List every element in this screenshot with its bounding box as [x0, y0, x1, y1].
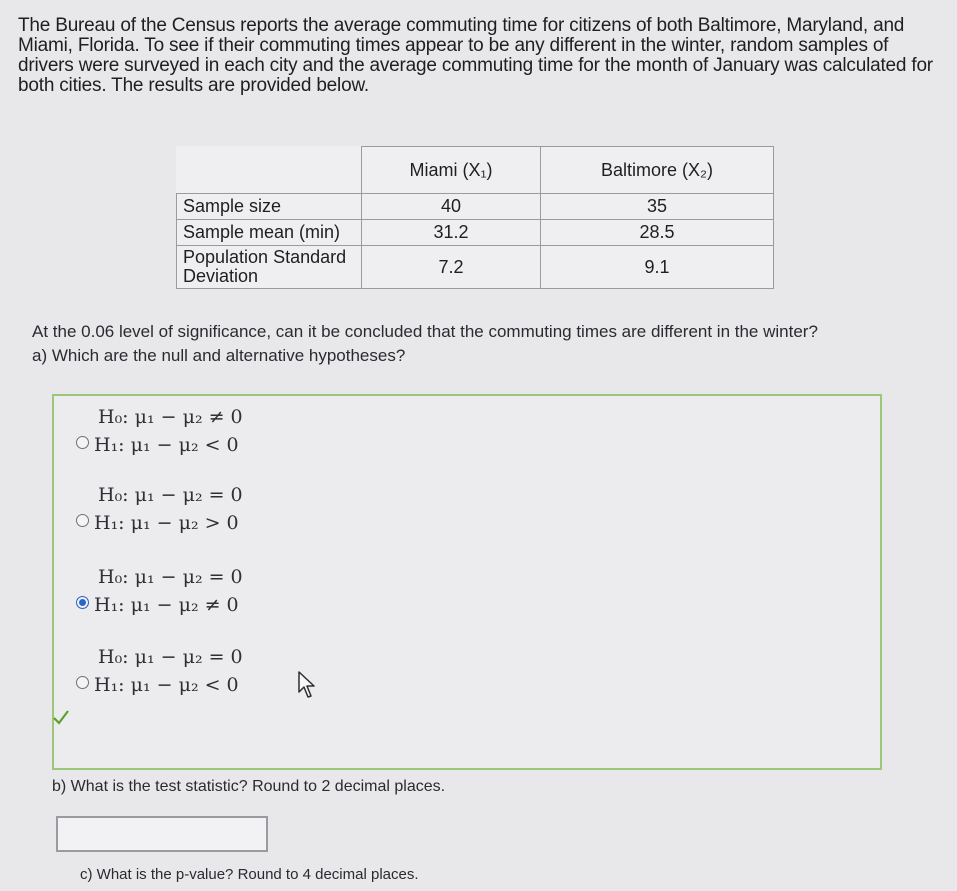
radio-button[interactable]	[76, 676, 89, 689]
baltimore-value: 35	[541, 194, 774, 220]
significance-question: At the 0.06 level of significance, can it be concluded that the commuting times are different in the winter?	[32, 322, 818, 341]
table-header-baltimore: Baltimore (X₂)	[541, 147, 774, 194]
hypothesis-option-2[interactable]	[76, 484, 296, 544]
alt-hypothesis: H₁: μ₁ − μ₂ ≠ 0	[94, 594, 239, 616]
hypothesis-option-1[interactable]	[76, 406, 296, 466]
hypothesis-option-4[interactable]	[76, 646, 296, 706]
part-b-question: b) What is the test statistic? Round to 2 decimal places.	[52, 778, 446, 795]
table-header-miami: Miami (X₁)	[362, 147, 541, 194]
table-header-row	[177, 147, 774, 194]
alt-hypothesis: H₁: μ₁ − μ₂ < 0	[94, 674, 239, 696]
test-statistic-input[interactable]	[56, 816, 268, 852]
null-hypothesis: H₀: μ₁ − μ₂ = 0	[98, 484, 243, 506]
null-hypothesis: H₀: μ₁ − μ₂ = 0	[98, 566, 243, 588]
radio-button-selected[interactable]	[76, 596, 89, 609]
hypothesis-choices	[52, 394, 882, 770]
radio-button[interactable]	[76, 514, 89, 527]
miami-value: 40	[362, 194, 541, 220]
miami-value: 31.2	[362, 220, 541, 246]
part-a-question: a) Which are the null and alternative hypotheses?	[32, 346, 406, 365]
table-row	[177, 220, 774, 246]
hypothesis-option-3[interactable]	[76, 566, 296, 626]
alt-hypothesis: H₁: μ₁ − μ₂ > 0	[94, 512, 239, 534]
table-row	[177, 246, 774, 289]
null-hypothesis: H₀: μ₁ − μ₂ ≠ 0	[98, 406, 243, 428]
baltimore-value: 28.5	[541, 220, 774, 246]
table-row	[177, 194, 774, 220]
null-hypothesis: H₀: μ₁ − μ₂ = 0	[98, 646, 243, 668]
table-header-empty	[177, 147, 362, 194]
data-table	[176, 146, 774, 289]
mouse-pointer-icon	[296, 670, 322, 700]
baltimore-value: 9.1	[541, 246, 774, 289]
radio-button[interactable]	[76, 436, 89, 449]
problem-statement: The Bureau of the Census reports the average commuting time for citizens of both Baltimore, Maryland, and Miami, Florida. To see if their commuting times appear to be any different in the winter, random samples of drivers were surveyed in each city and the average commuting time for the month of January was calculated for both cities. The results are provided below.	[18, 15, 933, 96]
alt-hypothesis: H₁: μ₁ − μ₂ < 0	[94, 434, 239, 456]
part-c-question: c) What is the p-value? Round to 4 decimal places.	[80, 866, 419, 883]
row-label: Sample size	[177, 194, 362, 220]
miami-value: 7.2	[362, 246, 541, 289]
correct-check-icon	[52, 708, 70, 726]
row-label: Population Standard Deviation	[177, 246, 362, 289]
row-label: Sample mean (min)	[177, 220, 362, 246]
